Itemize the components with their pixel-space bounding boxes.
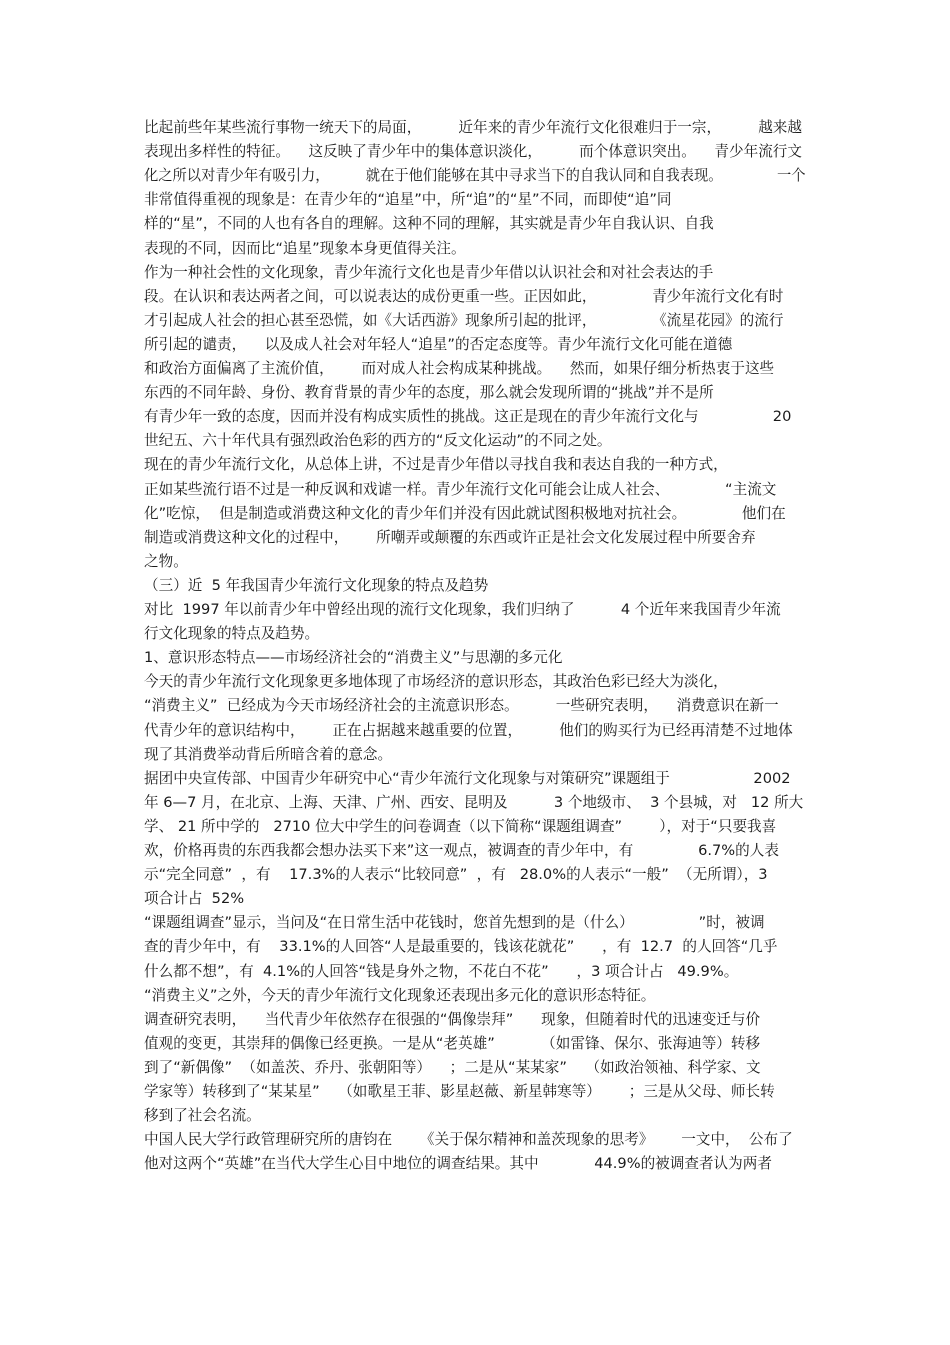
text-line: “课题组调查”显示，当问及“在日常生活中花钱时，您首先想到的是（什么） ”时，被调: [144, 914, 765, 932]
text-line: 东西的不同年龄、身份、教育背景的青少年的态度，那么就会发现所谓的“挑战”并不是所: [144, 384, 714, 402]
text-line: 他对这两个“英雄”在当代大学生心目中地位的调查结果。其中 44.9%的被调查者认为两者: [144, 1155, 772, 1173]
text-line: 现在的青少年流行文化，从总体上讲，不过是青少年借以寻找自我和表达自我的一种方式，: [144, 456, 728, 474]
text-line: 表现出多样性的特征。 这反映了青少年中的集体意识淡化， 而个体意识突出。 青少年流行文: [144, 143, 802, 161]
text-line: 调查研究表明， 当代青少年依然存在很强的“偶像崇拜” 现象，但随着时代的迅速变迁与价: [144, 1010, 761, 1028]
text-line: 项合计占 52%: [144, 890, 245, 908]
text-line: 现了其消费举动背后所暗含着的意念。: [144, 745, 393, 763]
text-line: 化”吃惊， 但是制造或消费这种文化的青少年们并没有因此就试图积极地对抗社会。 他们在: [144, 504, 786, 522]
text-line: 示“完全同意” ，有 17.3%的人表示“比较同意” ，有 28.0%的人表示“一般” （无所谓），3: [144, 866, 768, 884]
text-line: 和政治方面偏离了主流价值， 而对成人社会构成某种挑战。 然而，如果仔细分析热衷于这些: [144, 360, 775, 377]
text-line: 什么都不想”，有 4.1%的人回答“钱是身外之物，不花白不花” ，3 项合计占 49.9%。: [144, 962, 739, 980]
text-line: 有青少年一致的态度，因而并没有构成实质性的挑战。这正是现在的青少年流行文化与 20: [144, 408, 792, 426]
text-line: 比起前些年某些流行事物一统天下的局面， 近年来的青少年流行文化很难归于一宗， 越来越: [144, 119, 802, 136]
text-line: 化之所以对青少年有吸引力， 就在于他们能够在其中寻求当下的自我认同和自我表现。 一个: [144, 167, 806, 185]
text-line: 到了“新偶像” （如盖茨、乔丹、张朝阳等） ；二是从“某某家” （如政治领袖、科学家、文: [144, 1058, 761, 1076]
text-line: 代青少年的意识结构中， 正在占据越来越重要的位置， 他们的购买行为已经再清楚不过地体: [144, 721, 793, 739]
text-line: （三）近 5 年我国青少年流行文化现象的特点及趋势: [144, 576, 489, 594]
text-line: 表现的不同，因而比“追星”现象本身更值得关注。: [144, 239, 466, 257]
text-line: 才引起成人社会的担心甚至恐慌，如《大话西游》现象所引起的批评， 《流星花园》的流行: [144, 311, 784, 329]
text-line: “消费主义” 已经成为今天市场经济社会的主流意识形态。 一些研究表明， 消费意识在新一: [144, 697, 779, 715]
text-line: 作为一种社会性的文化现象，青少年流行文化也是青少年借以认识社会和对社会表达的手: [144, 263, 714, 281]
text-line: 欢，价格再贵的东西我都会想办法买下来”这一观点，被调查的青少年中，有 6.7%的人表: [144, 842, 779, 859]
text-line: 对比 1997 年以前青少年中曾经出现的流行文化现象，我们归纳了 4 个近年来我国青少年流: [144, 601, 781, 618]
text-line: 世纪五、六十年代具有强烈政治色彩的西方的“反文化运动”的不同之处。: [144, 432, 612, 450]
text-line: 1、意识形态特点——市场经济社会的“消费主义”与思潮的多元化: [144, 649, 563, 667]
text-line: 移到了社会名流。: [144, 1107, 261, 1125]
text-line: 据团中央宣传部、中国青少年研究中心“青少年流行文化现象与对策研究”课题组于 2002: [144, 769, 791, 787]
text-line: 之物。: [144, 552, 188, 570]
text-line: 年 6—7 月，在北京、上海、天津、广州、西安、昆明及 3 个地级市、 3 个县城，对 12 所大: [144, 793, 804, 811]
text-line: “消费主义”之外，今天的青少年流行文化现象还表现出多元化的意识形态特征。: [144, 986, 656, 1004]
text-line: 制造或消费这种文化的过程中， 所嘲弄或颠覆的东西或许正是社会文化发展过程中所要舍弃: [144, 528, 756, 546]
text-line: 查的青少年中，有 33.1%的人回答“人是最重要的，钱该花就花” ，有 12.7 的人回答“几乎: [144, 938, 778, 956]
text-line: 非常值得重视的现象是：在青少年的“追星”中，所“追”的“星”不同，而即使“追”同: [144, 191, 672, 209]
text-line: 中国人民大学行政管理研究所的唐钧在 《关于保尔精神和盖茨现象的思考》 一文中， 公布了: [144, 1131, 793, 1149]
text-line: 样的“星”，不同的人也有各自的理解。这种不同的理解，其实就是青少年自我认识、自我: [144, 215, 714, 233]
text-line: 学家等）转移到了“某某星” （如歌星王菲、影星赵薇、新星韩寒等） ；三是从父母、师长转: [144, 1083, 775, 1100]
text-line: 今天的青少年流行文化现象更多地体现了市场经济的意识形态，其政治色彩已经大为淡化，: [144, 673, 728, 691]
text-line: 正如某些流行语不过是一种反讽和戏谑一样。青少年流行文化可能会让成人社会、 “主流文: [144, 480, 777, 498]
text-line: 行文化现象的特点及趋势。: [144, 625, 320, 643]
text-line: 所引起的谴责， 以及成人社会对年轻人“追星”的否定态度等。青少年流行文化可能在道德: [144, 335, 733, 353]
text-line: 值观的变更，其崇拜的偶像已经更换。一是从“老英雄” （如雷锋、保尔、张海迪等）转移: [144, 1034, 761, 1052]
text-line: 学、 21 所中学的 2710 位大中学生的问卷调查（以下简称“课题组调查” ），对于“只要我喜: [144, 817, 777, 835]
text-line: 段。在认识和表达两者之间，可以说表达的成份更重一些。正因如此， 青少年流行文化有时: [144, 287, 784, 305]
